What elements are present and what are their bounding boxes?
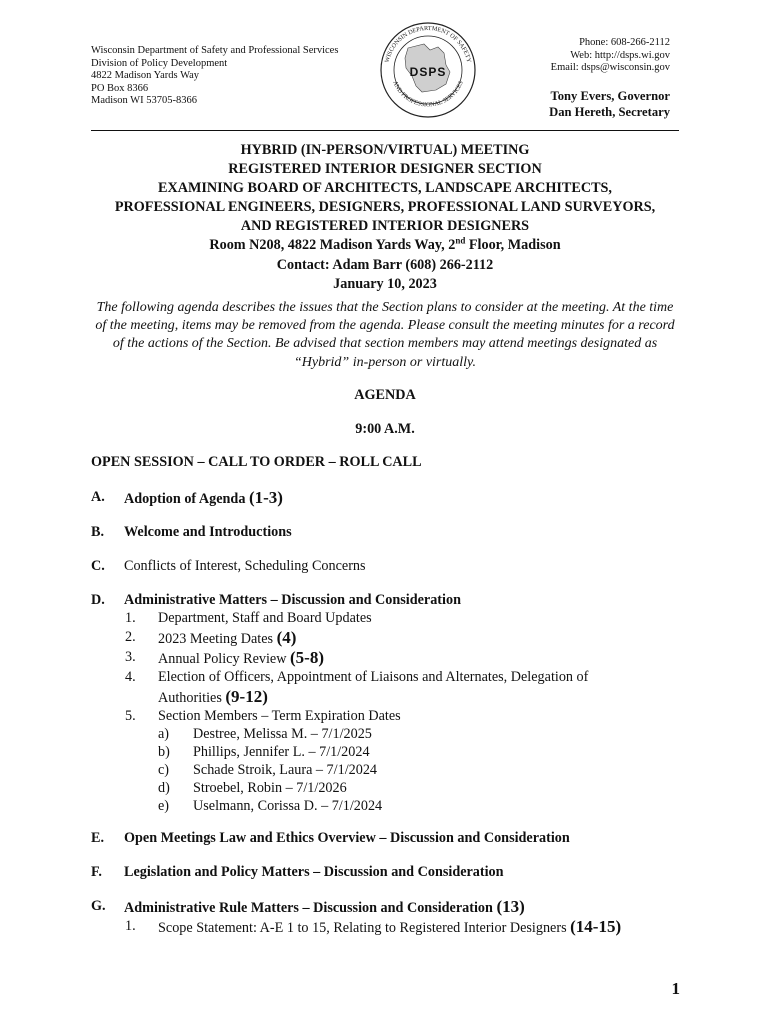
phone-text: Phone: 608-266-2112: [579, 37, 670, 48]
meeting-time: 9:00 A.M.: [355, 421, 415, 437]
svg-text:WISCONSIN DEPARTMENT OF SAFETY: WISCONSIN DEPARTMENT OF SAFETY: [383, 24, 473, 64]
section-heading: Administrative Rule Matters – Discussion and Consideration (13): [124, 897, 525, 916]
agenda-heading: AGENDA: [354, 387, 416, 403]
meeting-contact: Contact: Adam Barr (608) 266-2112: [276, 256, 494, 273]
page-reference: (5-8): [290, 648, 324, 667]
title-line: AND REGISTERED INTERIOR DESIGNERS: [240, 218, 530, 235]
title-line: EXAMINING BOARD OF ARCHITECTS, LANDSCAPE ARCHITECTS,: [158, 180, 612, 197]
section-heading: Conflicts of Interest, Scheduling Concerns: [124, 558, 366, 574]
page-number: 1: [671, 979, 680, 998]
meeting-date: January 10, 2023: [333, 275, 437, 292]
title-line: PROFESSIONAL ENGINEERS, DESIGNERS, PROFESSIONAL LAND SURVEYORS,: [114, 199, 656, 216]
address-line: Wisconsin Department of Safety and Professional Services: [91, 45, 339, 56]
governor-name: Tony Evers, Governor: [550, 89, 670, 103]
section-letter: F.: [91, 864, 102, 880]
page-reference: (9-12): [225, 687, 268, 706]
svg-text:AND PROFESSIONAL SERVICES: AND PROFESSIONAL SERVICES: [391, 79, 465, 109]
open-session-heading: OPEN SESSION – CALL TO ORDER – ROLL CALL: [91, 454, 422, 470]
email-text: Email: dsps@wisconsin.gov: [550, 62, 670, 74]
page-reference: (13): [496, 897, 525, 916]
section-letter: A.: [91, 489, 105, 505]
address-line: Madison WI 53705-8366: [91, 95, 197, 107]
page-reference: (1-3): [248, 488, 283, 507]
page-reference: (4): [276, 628, 297, 647]
section-heading: Adoption of Agenda (1-3): [124, 488, 283, 507]
section-letter: B.: [91, 524, 105, 540]
address-line: Division of Policy Development: [91, 57, 228, 69]
meeting-title-block: [60, 141, 710, 294]
officials-block: [549, 88, 670, 120]
section-heading: Legislation and Policy Matters – Discussion and Consideration: [124, 864, 504, 880]
contact-block: [551, 37, 670, 75]
dsps-seal-logo: [378, 20, 478, 120]
page-reference: (14-15): [570, 917, 622, 936]
web-text: Web: http://dsps.wi.gov: [570, 49, 670, 61]
section-letter: D.: [91, 592, 105, 608]
section-heading: Welcome and Introductions: [124, 524, 292, 540]
agenda-disclaimer: The following agenda describes the issues that the Section plans to consider at the meeting. At the time of the meeting, items may be removed from the agenda. Please consult the meeting minutes for a record of the actions of the Section. Be advised that section members may attend meetings designated as “Hybrid” in-person or virtually.: [95, 300, 675, 370]
meeting-location: Room N208, 4822 Madison Yards Way, 2nd Floor, Madison: [209, 235, 561, 254]
secretary-name: Dan Hereth, Secretary: [549, 105, 670, 119]
sender-address: [91, 45, 338, 108]
svg-text:DSPS: DSPS: [409, 65, 447, 79]
address-line: 4822 Madison Yards Way: [91, 70, 200, 82]
section-heading: Administrative Matters – Discussion and Consideration: [124, 592, 461, 608]
title-line: HYBRID (IN-PERSON/VIRTUAL) MEETING: [240, 142, 530, 158]
address-line: PO Box 8366: [91, 82, 149, 94]
section-heading: Open Meetings Law and Ethics Overview – Discussion and Consideration: [124, 830, 570, 846]
section-letter: E.: [91, 830, 105, 846]
section-letter: C.: [91, 558, 105, 574]
title-line: REGISTERED INTERIOR DESIGNER SECTION: [228, 161, 542, 178]
header-divider: [91, 130, 679, 131]
section-letter: G.: [91, 898, 106, 914]
